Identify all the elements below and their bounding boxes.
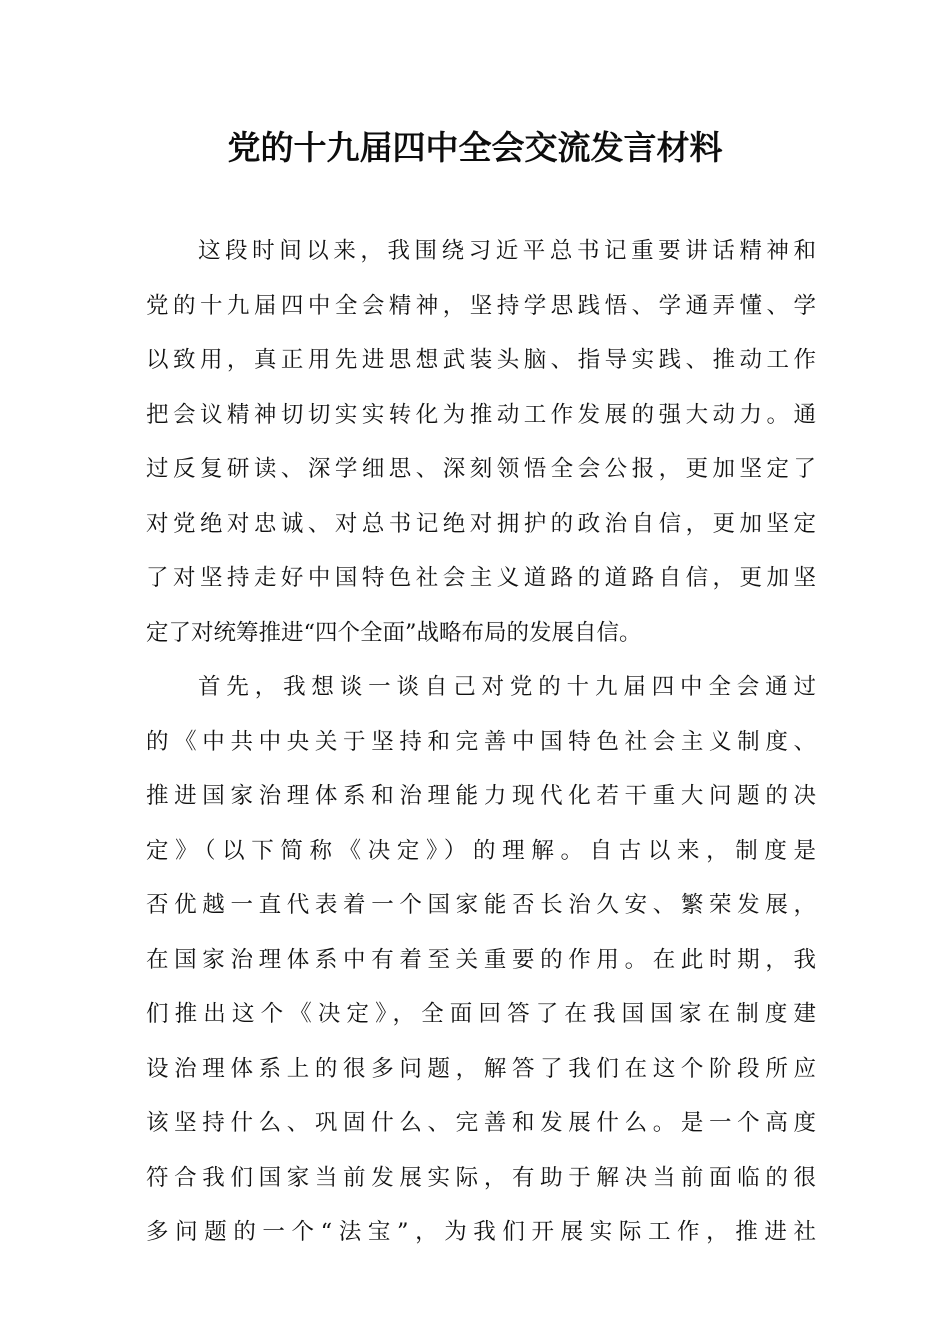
paragraph-2-line: 在国家治理体系中有着至关重要的作用。在此时期，我: [146, 946, 816, 973]
paragraph-1-line: 党的十九届四中全会精神，坚持学思践悟、学通弄懂、学: [146, 292, 816, 319]
paragraph-1-line: 以致用，真正用先进思想武装头脑、指导实践、推动工作: [146, 347, 816, 373]
paragraph-2-line: 们推出这个《决定》，全面回答了在我国国家在制度建: [146, 1001, 816, 1027]
paragraph-2-line: 该坚持什么、巩固什么、完善和发展什么。是一个高度: [146, 1110, 816, 1136]
paragraph-1-line: 了对坚持走好中国特色社会主义道路的道路自信，更加坚: [146, 565, 816, 591]
paragraph-2-line: 推进国家治理体系和治理能力现代化若干重大问题的决: [146, 783, 816, 809]
paragraph-1-line: 对党绝对忠诚、对总书记绝对拥护的政治自信，更加坚定: [146, 510, 816, 537]
document-title: 党的十九届四中全会交流发言材料: [227, 128, 723, 167]
paragraph-2-line: 否优越一直代表着一个国家能否长治久安、繁荣发展，: [146, 892, 816, 918]
paragraph-1-line: 定了对统筹推进“四个全面”战略布局的发展自信。: [146, 619, 642, 646]
document-body: [146, 224, 816, 1260]
paragraph-1-line: 过反复研读、深学细思、深刻领悟全会公报，更加坚定了: [146, 456, 816, 482]
paragraph-2-line: 首先，我想谈一谈自己对党的十九届四中全会通过: [198, 674, 816, 700]
paragraph-2-line: 定》（以下简称《决定》）的理解。自古以来，制度是: [146, 837, 816, 864]
paragraph-2-line: 符合我们国家当前发展实际，有助于解决当前面临的很: [146, 1164, 816, 1191]
paragraph-1-line: 把会议精神切切实实转化为推动工作发展的强大动力。通: [146, 401, 816, 428]
paragraph-2-line: 的《中共中央关于坚持和完善中国特色社会主义制度、: [146, 728, 816, 755]
paragraph-2-line: 多问题的一个“法宝”，为我们开展实际工作，推进社: [146, 1219, 816, 1245]
paragraph-1-line: 这段时间以来，我围绕习近平总书记重要讲话精神和: [198, 238, 816, 264]
paragraph-2-line: 设治理体系上的很多问题，解答了我们在这个阶段所应: [146, 1055, 816, 1082]
